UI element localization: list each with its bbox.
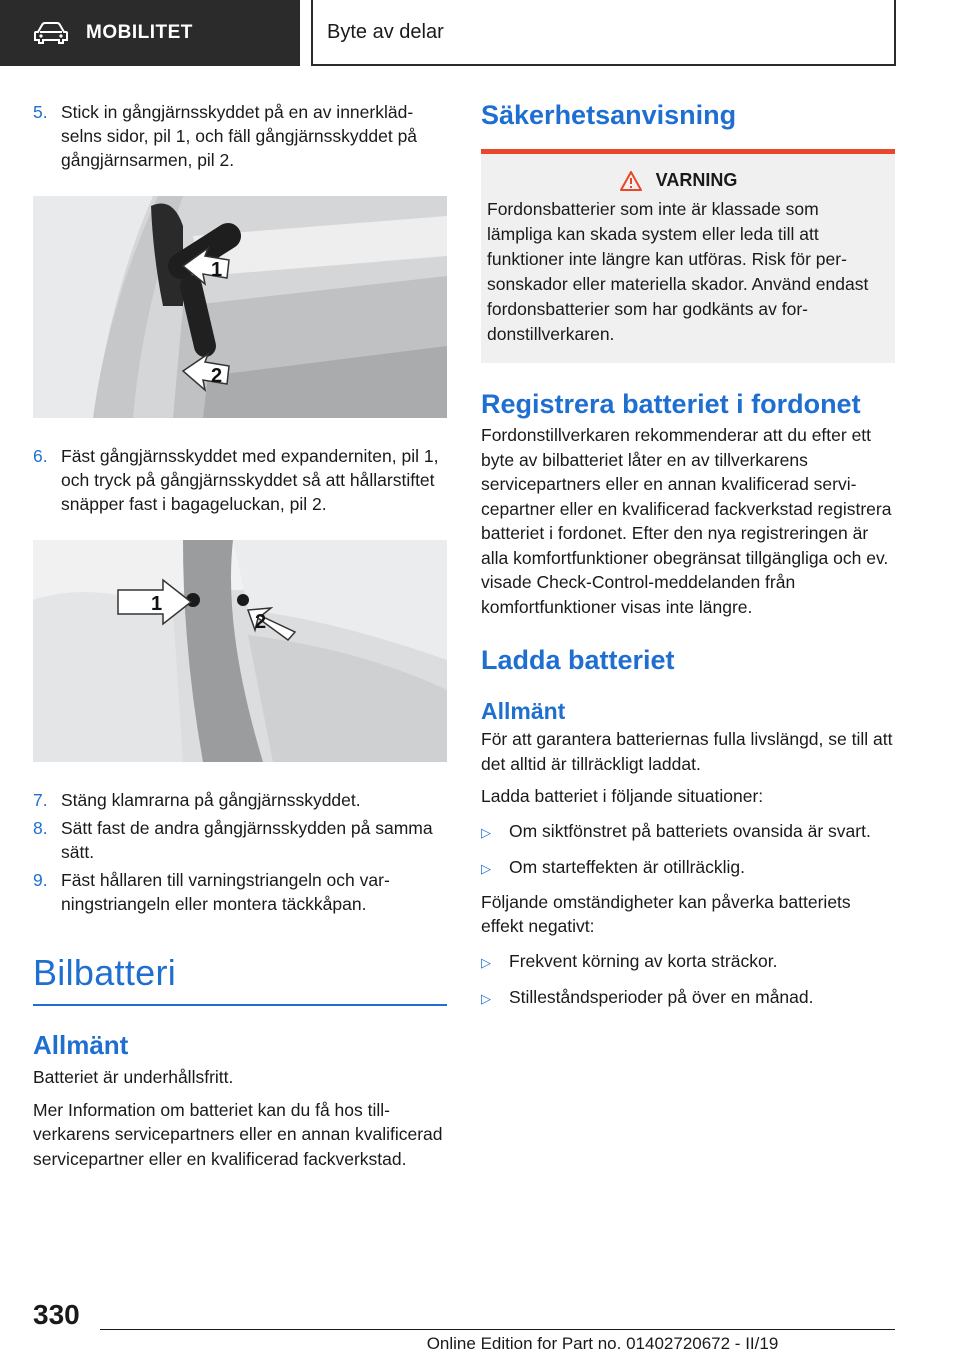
charge-heading: Ladda batteriet: [481, 645, 675, 675]
step-item: [33, 788, 447, 812]
step-number: 6.: [33, 446, 48, 466]
bullet-marker: ▷: [481, 954, 491, 970]
register-heading: Registrera batteriet i fordonet: [481, 389, 861, 419]
hinge-cover-photo-2: [33, 540, 447, 762]
arrow-label-1: 1: [211, 259, 223, 281]
bullet-marker: ▷: [481, 861, 491, 876]
step-text: Fäst gångjärnsskyddet med expanderniten, pil 1, och tryck på gångjärnsskyddet så att hållarstiftet snäpper fast i bagageluckan, pil 2.: [61, 446, 439, 514]
car-icon: [34, 22, 68, 44]
chapter-title: Byte av delar: [327, 20, 444, 43]
list-item-text: Om siktfönstret på batteriets ovansida är svart.: [509, 820, 871, 841]
step-number: 9.: [33, 870, 48, 890]
arrow-label-2: 2: [255, 611, 267, 633]
right-column: [481, 100, 895, 1012]
warning-triangle-icon: [620, 171, 642, 191]
step-text: Fäst hållaren till varningstriangeln och varningstriangeln eller montera täckkåpan.: [61, 870, 390, 914]
step-text: Sätt fast de andra gångjärnsskydden på samma sätt.: [61, 818, 433, 862]
arrow-label-1: 1: [151, 593, 163, 615]
step-item: [33, 444, 447, 516]
step-text: Stick in gångjärnsskyddet på en av innerklädselns sidor, pil 1, och fäll gångjärnsskyddet på gångjärnsarmen, pil 2.: [61, 102, 418, 170]
paragraph: Följande omständigheter kan påverka batteriets effekt negativt:: [481, 891, 851, 936]
step-item: [33, 100, 447, 172]
step-number: 8.: [33, 818, 48, 838]
warning-header: [469, 170, 888, 191]
list-item: [481, 985, 895, 1012]
bullet-marker: ▷: [481, 991, 491, 1006]
footer-rule: [100, 1329, 895, 1330]
section-title: MOBILITET: [86, 22, 193, 43]
step-item: [33, 868, 447, 916]
arrow-label-2: 2: [211, 365, 223, 387]
list-item-text: Stilleståndsperioder på över en månad.: [509, 987, 814, 1007]
list-item: [481, 819, 895, 846]
step-number: 5.: [33, 102, 48, 122]
paragraph: Ladda batteriet i följande situationer:: [481, 786, 764, 806]
subheading: Allmänt: [33, 1030, 129, 1060]
section-heading: Bilbatteri: [33, 952, 447, 1006]
charge-subheading: Allmänt: [481, 698, 566, 724]
chapter-tab: [311, 0, 896, 66]
edition-footer: Online Edition for Part no. 01402720672 - II/19: [426, 1334, 779, 1353]
bullet-marker: ▷: [481, 824, 491, 840]
warning-text: Fordonsbatterier som inte är klassade som lämpliga kan skada system eller leda till att funktioner inte längre kan utföras. Risk för personskador eller materiella skador. Använd endast fordonsbatterier som har godkänts av fordonstillverkaren.: [487, 199, 869, 344]
page-number: 330: [33, 1299, 80, 1330]
warning-label: VARNING: [655, 170, 738, 190]
paragraph: Mer Information om batteriet kan du få hos tillverkarens servicepartners eller en annan kvalificerad servicepartner eller en kvalificerad fackverkstad.: [33, 1099, 443, 1169]
step-number: 7.: [33, 790, 48, 810]
section-tab: [0, 0, 300, 66]
left-column: [33, 100, 447, 1171]
paragraph: Fordonstillverkaren rekommenderar att du efter ett byte av bilbatteriet låter en av tillverkarens servicepartners eller en annan kvalificerad servicepartner eller en kvalificerad fackverkstad registrera batteriet i fordonet. Efter den nya registreringen är alla komfortfunktioner obegränsat tillgängliga och ev. visade Check-Control-meddelanden från komfortfunktioner visas inte längre.: [481, 425, 892, 617]
hinge-cover-photo-1: [33, 196, 447, 418]
warning-box: [481, 154, 895, 363]
step-item: [33, 816, 447, 864]
safety-heading: Säkerhetsanvisning: [481, 100, 895, 154]
list-item: [481, 855, 895, 882]
list-item-text: Frekvent körning av korta sträckor.: [509, 950, 778, 971]
paragraph: Batteriet är underhållsfritt.: [33, 1067, 234, 1087]
list-item-text: Om starteffekten är otillräcklig.: [509, 857, 746, 877]
step-text: Stäng klamrarna på gångjärnsskyddet.: [61, 790, 361, 810]
paragraph: För att garantera batteriernas fulla livslängd, se till att det alltid är tillräckligt laddat.: [481, 729, 893, 774]
list-item: [481, 949, 895, 976]
